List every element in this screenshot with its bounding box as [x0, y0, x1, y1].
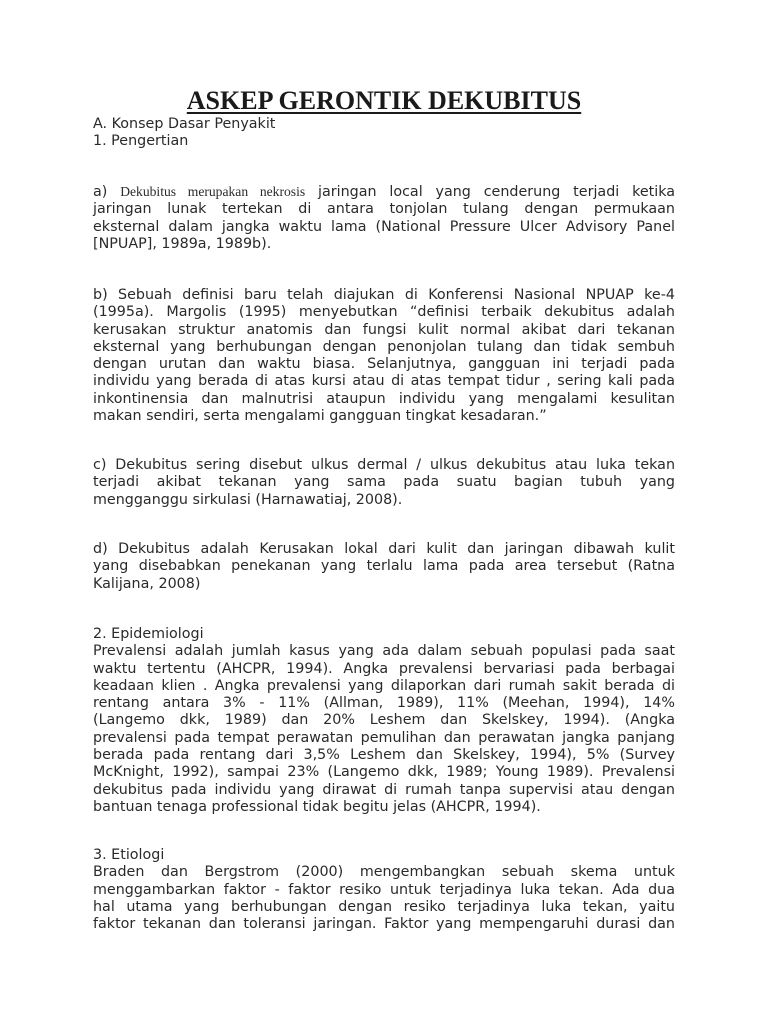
document-title: ASKEP GERONTIK DEKUBITUS — [186, 86, 582, 115]
epidemiologi-line: (Langemo dkk, 1989) dan 20% Leshem dan Skelskey, 1994). (Angka — [93, 712, 675, 729]
subsection-etiologi-heading: 3. Etiologi — [93, 847, 165, 863]
paragraph-a-prefix: a) — [93, 184, 108, 200]
epidemiologi-line: prevalensi pada tempat perawatan pemulihan dan perawatan jangka panjang — [93, 729, 675, 746]
paragraph-a-rest: jaringan local yang cenderung terjadi ketika — [317, 184, 676, 200]
epidemiologi-line: dekubitus pada individu yang dirawat di rumah tanpa supervisi atau dengan — [93, 781, 675, 798]
paragraph-c — [93, 457, 675, 509]
paragraph-d — [93, 541, 675, 593]
epidemiologi-line: rentang antara 3% - 11% (Allman, 1989), 11% (Meehan, 1994), 14% — [93, 695, 675, 712]
paragraph-b-line: dengan urutan dan waktu biasa. Selanjutnya, gangguan ini terjadi pada — [93, 356, 675, 373]
paragraph-c-line: terjadi akibat tekanan yang sama pada suatu bagian tubuh yang — [93, 474, 675, 491]
epidemiologi-line: berada pada rentang dari 3,5% Leshem dan Skelskey, 1994), 5% (Survey — [93, 747, 675, 764]
paragraph-c-line: c) Dekubitus sering disebut ulkus dermal / ulkus dekubitus atau luka tekan — [93, 457, 675, 473]
section-heading-konsep — [93, 116, 675, 151]
paragraph-c-line: mengganggu sirkulasi (Harnawatiaj, 2008). — [93, 491, 403, 508]
epidemiologi-line: McKnight, 1992), sampai 23% (Langemo dkk, 1989; Young 1989). Prevalensi — [93, 764, 675, 781]
paragraph-d-line: Kalijana, 2008) — [93, 575, 201, 592]
subsection-epidemiologi-heading: 2. Epidemiologi — [93, 626, 204, 642]
paragraph-d-line: d) Dekubitus adalah Kerusakan lokal dari kulit dan jaringan dibawah kulit — [93, 541, 675, 557]
etiologi-line: Braden dan Bergstrom (2000) mengembangkan sebuah skema untuk — [93, 864, 675, 881]
section-epidemiologi — [93, 626, 675, 816]
paragraph-b-line: eksternal yang berhubungan dengan penonjolan tulang dan tidak sembuh — [93, 338, 675, 355]
section-a-heading: A. Konsep Dasar Penyakit — [93, 116, 276, 132]
etiologi-line: menggambarkan faktor - faktor resiko untuk terjadinya luka tekan. Ada dua — [93, 881, 675, 898]
epidemiologi-line: bantuan tenaga professional tidak begitu jelas (AHCPR, 1994). — [93, 798, 541, 815]
paragraph-a-line-3: eksternal dalam jangka waktu lama (National Pressure Ulcer Advisory Panel — [93, 218, 675, 235]
paragraph-a-line-4: [NPUAP], 1989a, 1989b). — [93, 235, 272, 252]
epidemiologi-line: Prevalensi adalah jumlah kasus yang ada dalam sebuah populasi pada saat — [93, 643, 675, 660]
paragraph-b-line: b) Sebuah definisi baru telah diajukan di Konferensi Nasional NPUAP ke-4 — [93, 287, 675, 303]
etiologi-line: hal utama yang berhubungan dengan resiko terjadinya luka tekan, yaitu — [93, 898, 675, 915]
paragraph-b-line: individu yang berada di atas kursi atau di atas tempat tidur , sering kali pada — [93, 373, 675, 390]
paragraph-b-line: inkontinensia dan malnutrisi ataupun individu yang mengalami kesulitan — [93, 390, 675, 407]
paragraph-a — [93, 183, 675, 253]
section-etiologi — [93, 847, 675, 933]
paragraph-a-line-1 — [93, 183, 675, 201]
subsection-pengertian-heading: 1. Pengertian — [93, 133, 189, 150]
epidemiologi-line: waktu tertentu (AHCPR, 1994). Angka prevalensi bervariasi pada berbagai — [93, 660, 675, 677]
paragraph-b — [93, 287, 675, 425]
epidemiologi-line: keadaan klien . Angka prevalensi yang dilaporkan dari rumah sakit berada di — [93, 677, 675, 694]
paragraph-b-line: kerusakan struktur anatomis dan fungsi kulit normal akibat dari tekanan — [93, 321, 675, 338]
etiologi-line: faktor tekanan dan toleransi jaringan. Faktor yang mempengaruhi durasi dan — [93, 916, 675, 933]
paragraph-a-line-2: jaringan lunak tertekan di antara tonjolan tulang dengan permukaan — [93, 201, 675, 218]
paragraph-b-line: makan sendiri, serta mengalami gangguan tingkat kesadaran.” — [93, 408, 547, 425]
paragraph-d-line: yang disebabkan penekanan yang terlalu lama pada area tersebut (Ratna — [93, 558, 675, 575]
paragraph-b-line: (1995a). Margolis (1995) menyebutkan “definisi terbaik dekubitus adalah — [93, 304, 675, 321]
paragraph-a-serif-text: Dekubitus merupakan nekrosis — [120, 184, 306, 199]
